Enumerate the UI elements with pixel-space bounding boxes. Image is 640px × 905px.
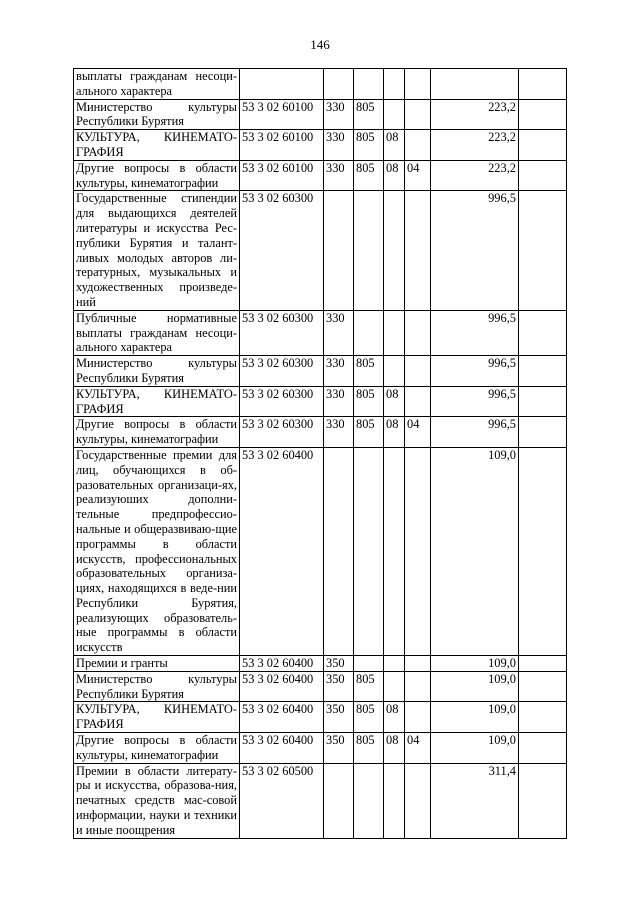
- expense-type-code: [324, 69, 354, 100]
- extra-cell: [519, 763, 567, 838]
- amount: 109,0: [431, 447, 519, 655]
- expense-type-code: 330: [324, 310, 354, 355]
- subsection-code: 04: [405, 733, 431, 764]
- subsection-code: [405, 310, 431, 355]
- extra-cell: [519, 447, 567, 655]
- target-article-code: 53 3 02 60400: [240, 656, 324, 672]
- line-item-name: Другие вопросы в области культуры, кинематографии: [74, 733, 240, 764]
- subsection-code: [405, 130, 431, 161]
- line-item-name: выплаты гражданам несоци-ального характера: [74, 69, 240, 100]
- line-item-name: КУЛЬТУРА, КИНЕМАТО-ГРАФИЯ: [74, 702, 240, 733]
- section-code: 08: [384, 130, 405, 161]
- amount: 223,2: [431, 160, 519, 191]
- target-article-code: 53 3 02 60400: [240, 702, 324, 733]
- section-code: 08: [384, 386, 405, 417]
- expense-type-code: 330: [324, 130, 354, 161]
- target-article-code: [240, 69, 324, 100]
- expense-type-code: 330: [324, 99, 354, 130]
- table-row: [74, 191, 567, 310]
- amount: 311,4: [431, 763, 519, 838]
- extra-cell: [519, 310, 567, 355]
- extra-cell: [519, 130, 567, 161]
- line-item-name: Премии и гранты: [74, 656, 240, 672]
- subsection-code: [405, 656, 431, 672]
- line-item-name: Министерство культуры Республики Бурятия: [74, 99, 240, 130]
- ministry-code: [354, 191, 384, 310]
- expense-type-code: 330: [324, 417, 354, 448]
- ministry-code: [354, 763, 384, 838]
- subsection-code: [405, 99, 431, 130]
- amount: 109,0: [431, 671, 519, 702]
- extra-cell: [519, 386, 567, 417]
- ministry-code: 805: [354, 417, 384, 448]
- section-code: 08: [384, 733, 405, 764]
- section-code: [384, 69, 405, 100]
- section-code: 08: [384, 160, 405, 191]
- ministry-code: 805: [354, 99, 384, 130]
- extra-cell: [519, 656, 567, 672]
- extra-cell: [519, 356, 567, 387]
- section-code: [384, 671, 405, 702]
- extra-cell: [519, 69, 567, 100]
- line-item-name: Публичные нормативные выплаты гражданам несоци-ального характера: [74, 310, 240, 355]
- table-row: [74, 99, 567, 130]
- amount: 223,2: [431, 130, 519, 161]
- table-row: [74, 763, 567, 838]
- expense-type-code: [324, 763, 354, 838]
- table-row: [74, 310, 567, 355]
- amount: 109,0: [431, 656, 519, 672]
- target-article-code: 53 3 02 60400: [240, 733, 324, 764]
- page-number: 146: [310, 37, 330, 52]
- table-row: [74, 386, 567, 417]
- expense-type-code: [324, 447, 354, 655]
- expense-type-code: 330: [324, 386, 354, 417]
- line-item-name: Министерство культуры Республики Бурятия: [74, 356, 240, 387]
- target-article-code: 53 3 02 60300: [240, 356, 324, 387]
- subsection-code: [405, 447, 431, 655]
- line-item-name: Министерство культуры Республики Бурятия: [74, 671, 240, 702]
- expense-type-code: 350: [324, 671, 354, 702]
- section-code: 08: [384, 417, 405, 448]
- extra-cell: [519, 160, 567, 191]
- target-article-code: 53 3 02 60100: [240, 160, 324, 191]
- line-item-name: Премии в области литерату-ры и искусства, образова-ния, печатных средств мас-совой информации, науки и техники и иные поощрения: [74, 763, 240, 838]
- ministry-code: [354, 447, 384, 655]
- ministry-code: 805: [354, 671, 384, 702]
- expense-type-code: [324, 191, 354, 310]
- table-row: [74, 733, 567, 764]
- extra-cell: [519, 417, 567, 448]
- table-row: [74, 417, 567, 448]
- amount: 223,2: [431, 99, 519, 130]
- extra-cell: [519, 733, 567, 764]
- budget-table: [73, 68, 567, 839]
- line-item-name: Государственные премии для лиц, обучающихся в об-разовательных организаци-ях, реализуюших дополни-тельные предпрофессио-нальные и общеразвиваю-щие программы в области искусств, профессиональных образовательных организа-циях, находящихся в веде-нии Республики Бурятия, реализующих образователь-ные программы в области искусств: [74, 447, 240, 655]
- ministry-code: 805: [354, 386, 384, 417]
- amount: 996,5: [431, 191, 519, 310]
- subsection-code: [405, 69, 431, 100]
- table-row: [74, 69, 567, 100]
- expense-type-code: 330: [324, 356, 354, 387]
- section-code: [384, 191, 405, 310]
- table-row: [74, 160, 567, 191]
- target-article-code: 53 3 02 60500: [240, 763, 324, 838]
- table-row: [74, 130, 567, 161]
- section-code: [384, 447, 405, 655]
- amount: 996,5: [431, 310, 519, 355]
- amount: 996,5: [431, 386, 519, 417]
- ministry-code: 805: [354, 356, 384, 387]
- amount: 996,5: [431, 417, 519, 448]
- target-article-code: 53 3 02 60400: [240, 447, 324, 655]
- table-row: [74, 671, 567, 702]
- expense-type-code: 350: [324, 702, 354, 733]
- amount: 109,0: [431, 702, 519, 733]
- target-article-code: 53 3 02 60400: [240, 671, 324, 702]
- target-article-code: 53 3 02 60100: [240, 99, 324, 130]
- section-code: [384, 310, 405, 355]
- subsection-code: [405, 356, 431, 387]
- subsection-code: [405, 386, 431, 417]
- amount: [431, 69, 519, 100]
- ministry-code: [354, 310, 384, 355]
- ministry-code: [354, 656, 384, 672]
- line-item-name: КУЛЬТУРА, КИНЕМАТО-ГРАФИЯ: [74, 130, 240, 161]
- extra-cell: [519, 191, 567, 310]
- amount: 996,5: [431, 356, 519, 387]
- expense-type-code: 330: [324, 160, 354, 191]
- expense-type-code: 350: [324, 656, 354, 672]
- target-article-code: 53 3 02 60300: [240, 310, 324, 355]
- section-code: [384, 656, 405, 672]
- extra-cell: [519, 702, 567, 733]
- line-item-name: КУЛЬТУРА, КИНЕМАТО-ГРАФИЯ: [74, 386, 240, 417]
- target-article-code: 53 3 02 60300: [240, 191, 324, 310]
- subsection-code: [405, 763, 431, 838]
- table-row: [74, 656, 567, 672]
- line-item-name: Другие вопросы в области культуры, кинематографии: [74, 417, 240, 448]
- target-article-code: 53 3 02 60300: [240, 386, 324, 417]
- table-row: [74, 356, 567, 387]
- ministry-code: 805: [354, 733, 384, 764]
- section-code: [384, 356, 405, 387]
- ministry-code: [354, 69, 384, 100]
- section-code: 08: [384, 702, 405, 733]
- section-code: [384, 99, 405, 130]
- target-article-code: 53 3 02 60300: [240, 417, 324, 448]
- subsection-code: 04: [405, 160, 431, 191]
- target-article-code: 53 3 02 60100: [240, 130, 324, 161]
- extra-cell: [519, 99, 567, 130]
- subsection-code: [405, 191, 431, 310]
- ministry-code: 805: [354, 160, 384, 191]
- subsection-code: [405, 671, 431, 702]
- amount: 109,0: [431, 733, 519, 764]
- ministry-code: 805: [354, 130, 384, 161]
- section-code: [384, 763, 405, 838]
- subsection-code: 04: [405, 417, 431, 448]
- extra-cell: [519, 671, 567, 702]
- ministry-code: 805: [354, 702, 384, 733]
- table-body: [74, 69, 567, 839]
- subsection-code: [405, 702, 431, 733]
- expense-type-code: 350: [324, 733, 354, 764]
- table-row: [74, 702, 567, 733]
- line-item-name: Другие вопросы в области культуры, кинематографии: [74, 160, 240, 191]
- line-item-name: Государственные стипендии для выдающихся деятелей литературы и искусства Рес-публики Бурятия и талант-ливых молодых авторов ли-тературных, музыкальных и художественных произведе-ний: [74, 191, 240, 310]
- table-row: [74, 447, 567, 655]
